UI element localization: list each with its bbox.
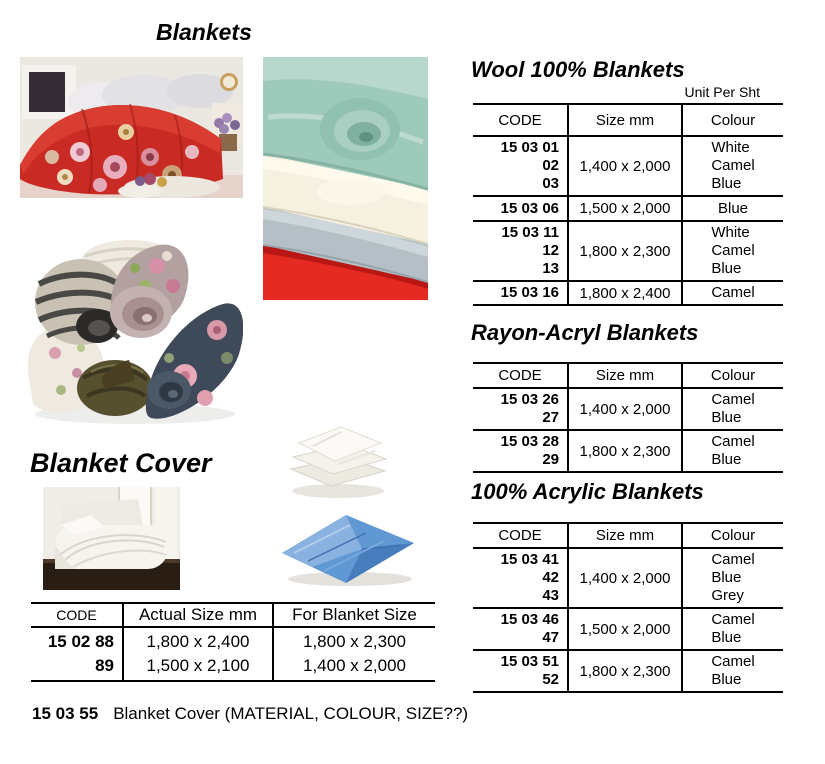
size-cell: 1,800 x 2,300 xyxy=(568,221,682,281)
colour-line: Blue xyxy=(711,409,742,426)
code-line: 15 03 28 xyxy=(500,433,559,450)
code-line: 03 xyxy=(542,175,559,192)
code-line: 42 xyxy=(542,569,559,586)
photo-rolled-blankets xyxy=(17,228,243,427)
colour-line: Camel xyxy=(711,242,755,259)
colour-line: White xyxy=(711,139,750,156)
size-cell: 1,500 x 2,000 xyxy=(568,608,682,650)
photo-blue-cover xyxy=(274,503,421,587)
size-line: 1,400 x 2,000 xyxy=(302,656,407,675)
code-line: 15 02 88 xyxy=(47,632,114,651)
code-cell xyxy=(473,548,568,608)
table-row xyxy=(473,388,783,430)
column-header-actual-size: Actual Size mm xyxy=(123,603,273,627)
colour-line: Blue xyxy=(711,671,742,688)
code-line: 89 xyxy=(95,656,114,675)
colour-line: Blue xyxy=(711,260,742,277)
header-row xyxy=(473,363,783,388)
table-row xyxy=(473,196,783,221)
code-line: 15 03 51 xyxy=(500,653,559,670)
colour-line: Camel xyxy=(711,284,755,301)
photo-white-covers xyxy=(283,419,391,501)
size-line: 1,800 x 2,400 xyxy=(146,632,250,651)
photo-red-floral-blanket xyxy=(20,57,243,198)
header-row xyxy=(31,603,435,627)
for-blanket-size-cell xyxy=(273,627,435,681)
code-line: 15 03 26 xyxy=(500,391,559,408)
code-cell xyxy=(473,196,568,221)
table-row xyxy=(473,548,783,608)
wool-table xyxy=(473,103,783,306)
column-header-size: Size mm xyxy=(568,363,682,388)
column-header-size: Size mm xyxy=(568,104,682,136)
column-header-colour: Colour xyxy=(682,363,783,388)
code-cell xyxy=(31,627,123,681)
code-line: 29 xyxy=(542,451,559,468)
column-header-code: CODE xyxy=(56,607,97,623)
header-row xyxy=(473,523,783,548)
colour-line: Blue xyxy=(717,199,749,217)
blanket-cover-table xyxy=(31,602,435,682)
code-line: 13 xyxy=(542,260,559,277)
column-header-colour: Colour xyxy=(682,104,783,136)
size-cell: 1,800 x 2,300 xyxy=(568,650,682,692)
size-line: 1,800 x 2,300 xyxy=(302,632,407,651)
code-line: 15 03 46 xyxy=(500,611,559,628)
column-header-colour: Colour xyxy=(682,523,783,548)
size-cell: 1,400 x 2,000 xyxy=(568,548,682,608)
colour-line: Camel xyxy=(711,391,755,408)
acrylic-table xyxy=(473,522,783,693)
column-header-size: Size mm xyxy=(568,523,682,548)
colour-cell xyxy=(682,430,783,472)
colour-line: Camel xyxy=(711,653,755,670)
table-row xyxy=(473,650,783,692)
table-row xyxy=(473,221,783,281)
colour-cell xyxy=(682,196,783,221)
footnote-code: 15 03 55 xyxy=(32,704,99,723)
colour-line: Blue xyxy=(711,451,742,468)
code-line: 15 03 06 xyxy=(500,199,559,217)
code-line: 15 03 41 xyxy=(500,551,559,568)
size-line: 1,500 x 2,100 xyxy=(146,656,250,675)
size-cell: 1,500 x 2,000 xyxy=(568,196,682,221)
size-cell: 1,800 x 2,400 xyxy=(568,281,682,305)
header-row xyxy=(473,104,783,136)
size-cell: 1,400 x 2,000 xyxy=(568,136,682,196)
colour-line: Blue xyxy=(711,629,742,646)
unit-per-sheet-note: Unit Per Sht xyxy=(684,84,760,100)
colour-line: White xyxy=(711,224,750,241)
code-line: 47 xyxy=(542,629,559,646)
colour-cell xyxy=(682,548,783,608)
colour-line: Blue xyxy=(711,175,742,192)
column-header-code: CODE xyxy=(498,527,542,544)
colour-line: Camel xyxy=(711,551,755,568)
table-row xyxy=(473,281,783,305)
rayon-section-title: Rayon-Acryl Blankets xyxy=(471,320,699,345)
column-header-code: CODE xyxy=(498,111,542,129)
colour-cell xyxy=(682,221,783,281)
code-line: 15 03 16 xyxy=(500,284,559,301)
code-line: 43 xyxy=(542,587,559,604)
rayon-table xyxy=(473,362,783,473)
page-title: Blankets xyxy=(156,19,252,45)
code-cell xyxy=(473,136,568,196)
colour-cell xyxy=(682,136,783,196)
code-line: 02 xyxy=(542,157,559,174)
colour-cell xyxy=(682,388,783,430)
table-row xyxy=(473,608,783,650)
colour-line: Grey xyxy=(711,587,744,604)
blanket-cover-title: Blanket Cover xyxy=(30,448,212,478)
colour-cell xyxy=(682,650,783,692)
wool-section-title: Wool 100% Blankets xyxy=(471,57,685,82)
column-header-code: CODE xyxy=(498,367,542,384)
code-cell xyxy=(473,430,568,472)
actual-size-cell xyxy=(123,627,273,681)
code-cell xyxy=(473,608,568,650)
code-line: 52 xyxy=(542,671,559,688)
size-cell: 1,400 x 2,000 xyxy=(568,388,682,430)
acrylic-section-title: 100% Acrylic Blankets xyxy=(471,479,704,504)
colour-line: Camel xyxy=(711,611,755,628)
code-cell xyxy=(473,281,568,305)
photo-blanket-stack xyxy=(263,57,428,300)
table-row xyxy=(473,136,783,196)
footnote xyxy=(32,704,468,724)
footnote-text: Blanket Cover (MATERIAL, COLOUR, SIZE??) xyxy=(113,704,469,723)
colour-line: Camel xyxy=(711,157,755,174)
column-header-for-blanket-size: For Blanket Size xyxy=(273,603,435,627)
code-line: 27 xyxy=(542,409,559,426)
table-row xyxy=(31,627,435,681)
size-cell: 1,800 x 2,300 xyxy=(568,430,682,472)
code-line: 15 03 11 xyxy=(501,224,559,241)
photo-duvet xyxy=(43,487,180,590)
colour-cell xyxy=(682,281,783,305)
code-cell xyxy=(473,650,568,692)
colour-line: Blue xyxy=(711,569,742,586)
code-line: 15 03 01 xyxy=(500,139,559,156)
colour-cell xyxy=(682,608,783,650)
code-line: 12 xyxy=(542,242,559,259)
code-cell xyxy=(473,221,568,281)
table-row xyxy=(473,430,783,472)
colour-line: Camel xyxy=(711,433,755,450)
code-cell xyxy=(473,388,568,430)
